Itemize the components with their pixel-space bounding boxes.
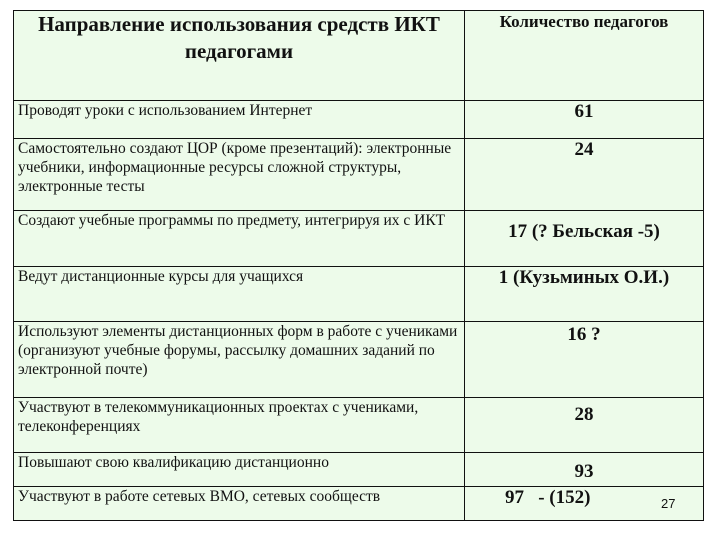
row-value: 16 ? [464, 322, 703, 398]
table-header-row [14, 11, 704, 101]
row-text: Повышают свою квалификацию дистанционно [14, 453, 465, 487]
table-row [14, 453, 704, 487]
row-value: 93 [464, 453, 703, 487]
header-direction: Направление использования средств ИКТ педагогами [14, 11, 465, 101]
table-row [14, 398, 704, 453]
table-row [14, 322, 704, 398]
row-value: 28 [464, 398, 703, 453]
table-row [14, 139, 704, 211]
table-row [14, 487, 704, 521]
row-value: 17 (? Бельская -5) [464, 211, 703, 267]
table-row [14, 211, 704, 267]
header-count: Количество педагогов [464, 11, 703, 101]
row-value: 1 (Кузьминых О.И.) [464, 267, 703, 322]
row-text: Ведут дистанционные курсы для учащихся [14, 267, 465, 322]
table-row [14, 101, 704, 139]
row-text: Участвуют в телекоммуникационных проектах с учениками, телеконференциях [14, 398, 465, 453]
row-value: 61 [464, 101, 703, 139]
row-value: 97 - (152) [464, 487, 703, 521]
row-text: Самостоятельно создают ЦОР (кроме презентаций): электронные учебники, информационные ресурсы сложной структуры, электронные тесты [14, 139, 465, 211]
row-value: 24 [464, 139, 703, 211]
ict-usage-table [13, 10, 704, 521]
row-text: Проводят уроки с использованием Интернет [14, 101, 465, 139]
table-row [14, 267, 704, 322]
row-text: Создают учебные программы по предмету, интегрируя их с ИКТ [14, 211, 465, 267]
page-number: 27 [661, 496, 676, 511]
row-text: Участвуют в работе сетевых ВМО, сетевых сообществ [14, 487, 465, 521]
row-text: Используют элементы дистанционных форм в работе с учениками (организуют учебные форумы, рассылку домашних заданий по электронной почте) [14, 322, 465, 398]
